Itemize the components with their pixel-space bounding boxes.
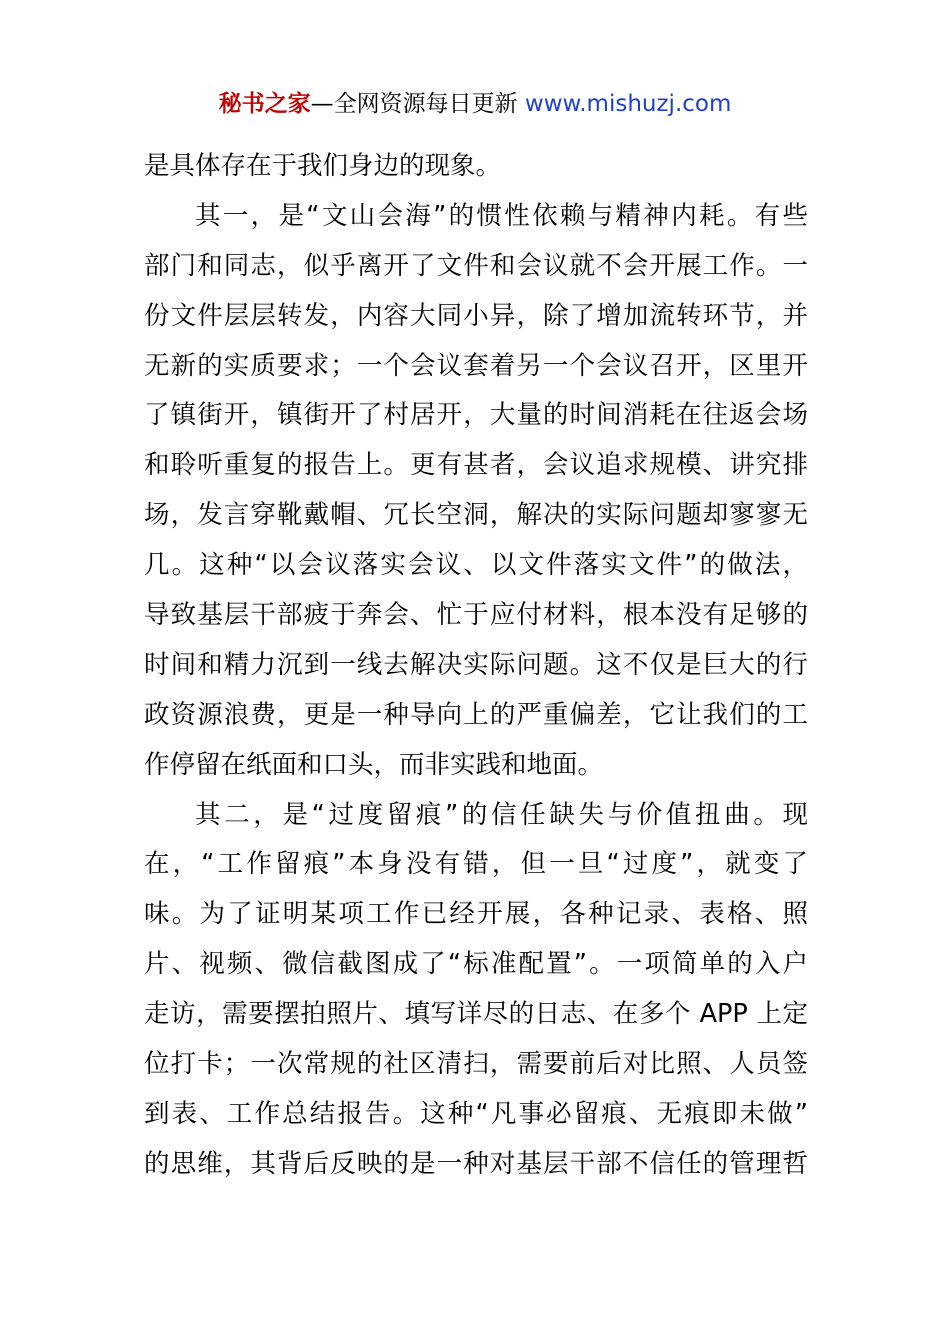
- text-line: 几。这种“以会议落实会议、以文件落实文件”的做法，: [144, 550, 808, 581]
- text-line: 其二，是“过度留痕”的信任缺失与价值扭曲。现: [195, 799, 808, 830]
- page-header: [0, 88, 950, 120]
- text-line: 了镇街开，镇街开了村居开，大量的时间消耗在往返会场: [144, 400, 808, 431]
- text-line: 时间和精力沉到一线去解决实际问题。这不仅是巨大的行: [144, 649, 808, 680]
- header-url[interactable]: www.mishuzj.com: [524, 91, 732, 117]
- header-tagline: —全网资源每日更新: [310, 91, 518, 117]
- text-line: 导致基层干部疲于奔会、忙于应付材料，根本没有足够的: [144, 600, 808, 631]
- text-line: 其一，是“文山会海”的惯性依赖与精神内耗。有些: [195, 200, 808, 231]
- text-line: 味。为了证明某项工作已经开展，各种记录、表格、照: [144, 899, 808, 930]
- text-line: 份文件层层转发，内容大同小异，除了增加流转环节，并: [144, 300, 808, 331]
- text-line: 场，发言穿靴戴帽、冗长空洞，解决的实际问题却寥寥无: [144, 500, 808, 531]
- text-line: 位打卡；一次常规的社区清扫，需要前后对比照、人员签: [144, 1049, 808, 1080]
- text-line: 片、视频、微信截图成了“标准配置”。一项简单的入户: [144, 949, 808, 980]
- text-line: 政资源浪费，更是一种导向上的严重偏差，它让我们的工: [144, 699, 808, 730]
- document-body: [144, 142, 808, 1190]
- text-line: 走访，需要摆拍照片、填写详尽的日志、在多个 APP 上定: [144, 999, 808, 1030]
- text-line: 无新的实质要求；一个会议套着另一个会议召开，区里开: [144, 350, 808, 381]
- brand-name: 秘书之家: [218, 91, 311, 117]
- text-line: 和聆听重复的报告上。更有甚者，会议追求规模、讲究排: [144, 450, 808, 481]
- text-line: 的思维，其背后反映的是一种对基层干部不信任的管理哲: [144, 1148, 808, 1179]
- text-line: 在，“工作留痕”本身没有错，但一旦“过度”，就变了: [144, 849, 808, 880]
- text-line: 到表、工作总结报告。这种“凡事必留痕、无痕即未做”: [144, 1098, 808, 1129]
- text-line: 作停留在纸面和口头，而非实践和地面。: [144, 749, 604, 780]
- text-line: 部门和同志，似乎离开了文件和会议就不会开展工作。一: [144, 250, 808, 281]
- text-line: 是具体存在于我们身边的现象。: [144, 151, 502, 181]
